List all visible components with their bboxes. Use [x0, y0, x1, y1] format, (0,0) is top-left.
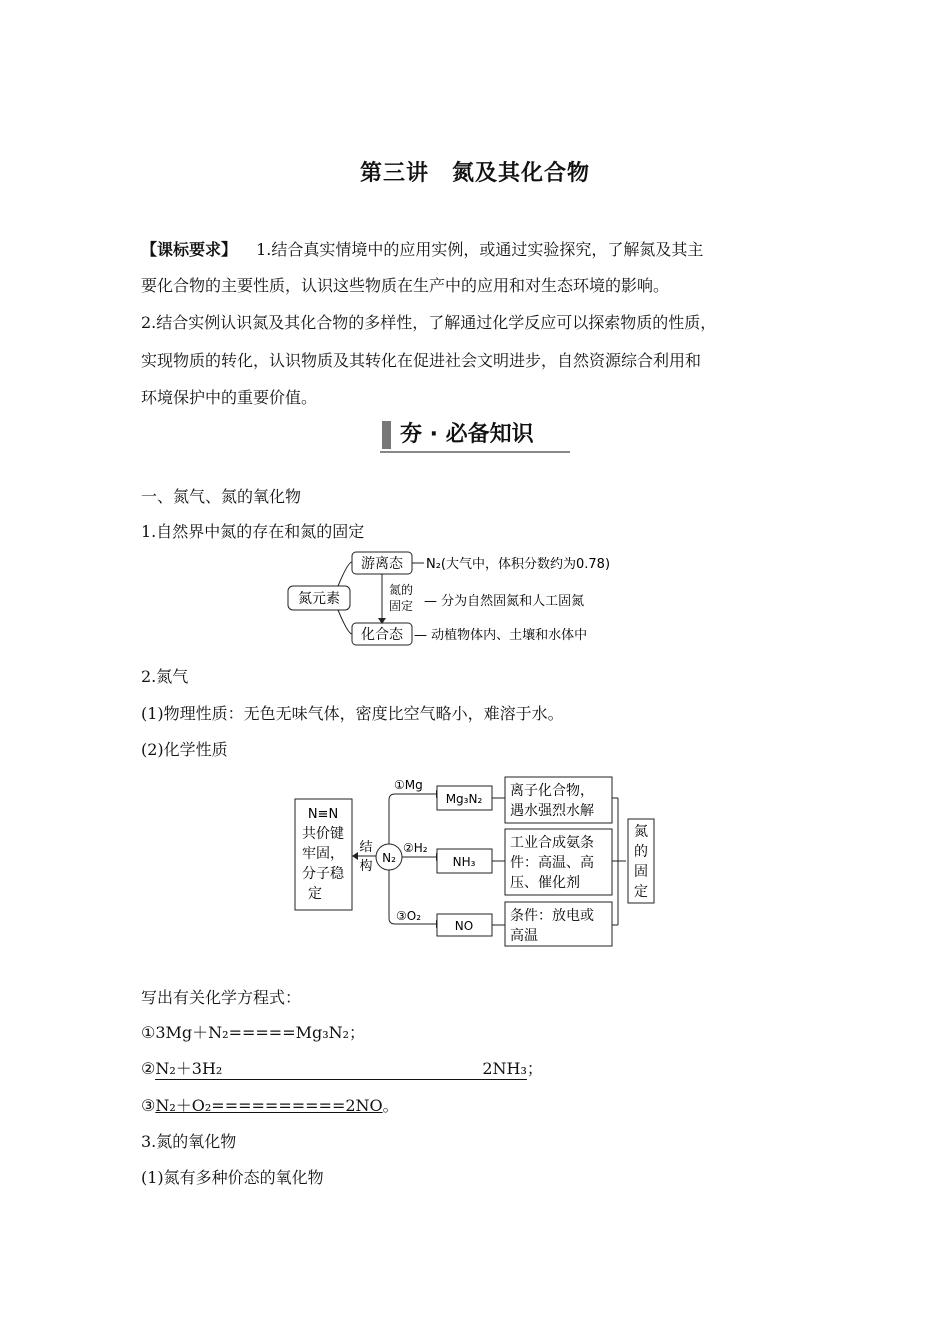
section-banner [380, 419, 572, 453]
banner-underline [380, 451, 570, 453]
equation-3 [141, 1093, 399, 1116]
equation-2-left: N₂＋3H₂ [155, 1059, 223, 1078]
section-heading: 一、氮气、氮的氧化物 [141, 487, 302, 506]
requirements-paragraph-1 [141, 232, 813, 268]
subheading-nitrogen-gas: 2.氮气 [141, 667, 189, 686]
center-label: N₂ [382, 851, 396, 865]
structure-label-1: 结 [359, 840, 373, 855]
desc-nh3-line-3: 压、催化剂 [510, 875, 580, 891]
bond-line-4: 分子稳 [302, 866, 344, 882]
bond-line-2: 共价键 [302, 826, 344, 842]
desc-nh3-line-1: 工业合成氨条 [510, 835, 594, 851]
banner-text: 夯 · 必备知识 [400, 422, 534, 447]
physical-properties: (1)物理性质：无色无味气体，密度比空气略小，难溶于水。 [141, 704, 564, 723]
requirements-text-2b: 实现物质的转化，认识物质及其转化在促进社会文明进步，自然资源综合利用和 [141, 351, 702, 370]
equation-2-prefix: ② [141, 1059, 156, 1078]
banner-bar [382, 421, 391, 449]
chemical-properties-heading: (2)化学性质 [141, 740, 228, 759]
combined-state-label: 化合态 [361, 627, 403, 643]
free-state-label: 游离态 [361, 556, 403, 572]
requirements-text-2c: 环境保护中的重要价值。 [141, 388, 318, 407]
fixation-char-2: 的 [634, 844, 648, 860]
requirements-text-1b: 要化合物的主要性质，认识这些物质在生产中的应用和对生态环境的影响。 [141, 276, 670, 295]
page-title: 第三讲 氮及其化合物 [359, 161, 590, 186]
reactant-h2-label: ②H₂ [403, 841, 428, 855]
equation-2-body [155, 1056, 527, 1080]
subheading-nitrogen-existence: 1.自然界中氮的存在和氮的固定 [141, 522, 365, 541]
bond-line-1: N≡N [307, 807, 339, 822]
requirements-text-2a: 2.结合实例认识氮及其化合物的多样性，了解通过化学反应可以探索物质的性质， [141, 313, 717, 332]
structure-arrowhead [352, 852, 358, 860]
fixation-label-1: 氮的 [389, 583, 414, 597]
equation-2 [141, 1056, 543, 1080]
fixation-label-2: 固定 [389, 599, 414, 613]
reactant-o2-label: ③O₂ [396, 909, 422, 923]
equations-intro: 写出有关化学方程式： [141, 988, 302, 1007]
oxides-text: (1)氮有多种价态的氧化物 [141, 1168, 324, 1187]
fixation-char-3: 固 [634, 864, 648, 880]
equation-1: ①3Mg＋N₂=====Mg₃N₂； [141, 1023, 366, 1042]
nitrogen-existence-diagram [280, 548, 680, 648]
equation-2-right: 2NH₃ [482, 1059, 527, 1078]
requirements-label: 【课标要求】 [141, 240, 238, 259]
nitrogen-chemistry-diagram [290, 772, 670, 954]
requirements-text-1a: 1.结合真实情境中的应用实例，或通过实验探究，了解氮及其主 [256, 240, 704, 259]
equation-2-end: ； [526, 1059, 543, 1078]
desc-mg3n2-line-2: 遇水强烈水解 [510, 803, 594, 819]
free-state-desc: N₂(大气中，体积分数约为0.78) [426, 557, 611, 572]
fixation-char-4: 定 [634, 884, 648, 900]
fixation-char-1: 氮 [634, 824, 648, 840]
desc-nh3-line-2: 件：高温、高 [510, 855, 594, 871]
reactant-mg-label: ①Mg [394, 778, 423, 792]
product-no: NO [454, 919, 474, 933]
equation-3-prefix: ③ [141, 1096, 156, 1115]
desc-mg3n2-line-1: 离子化合物， [510, 783, 594, 799]
combined-state-desc: — 动植物体内、土壤和水体中 [414, 628, 588, 643]
product-nh3: NH₃ [452, 855, 476, 869]
branch-mg [389, 794, 436, 844]
subheading-oxides: 3.氮的氧化物 [141, 1132, 237, 1151]
desc-no-line-2: 高温 [510, 928, 538, 944]
equation-3-body: N₂＋O₂==========2NO [155, 1096, 383, 1115]
equation-3-end: 。 [382, 1096, 399, 1115]
fixation-desc: — 分为自然固氮和人工固氮 [424, 594, 585, 609]
connector-combined [338, 610, 352, 634]
root-label: 氮元素 [298, 591, 340, 607]
product-mg3n2: Mg₃N₂ [445, 792, 483, 806]
structure-label-2: 构 [359, 859, 373, 874]
connector-free [338, 562, 352, 586]
bond-line-5: 定 [308, 886, 322, 902]
desc-no-line-1: 条件：放电或 [510, 908, 594, 924]
bond-line-3: 牢固， [302, 846, 344, 862]
